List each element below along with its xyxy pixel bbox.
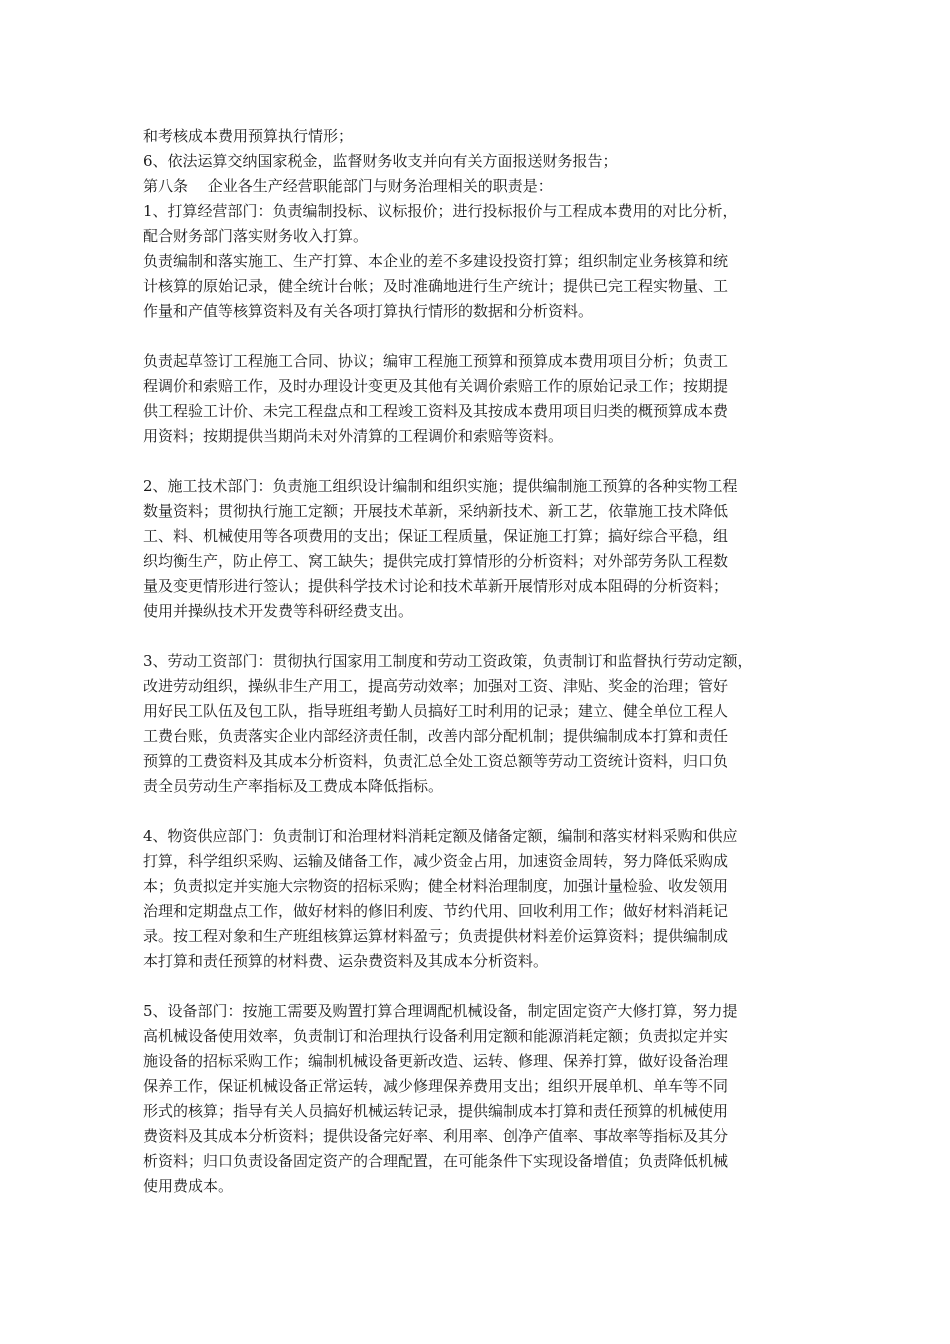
text-line: 责全员劳动生产率指标及工费成本降低指标。	[143, 777, 444, 795]
text-line: 4、物资供应部门：负责制订和治理材料消耗定额及储备定额，编制和落实材料采购和供应	[143, 827, 738, 845]
text-line: 6、依法运算交纳国家税金，监督财务收支并向有关方面报送财务报告；	[143, 152, 618, 170]
text-line: 供工程验工计价、未完工程盘点和工程竣工资料及其按成本费用项目归类的概预算成本费	[143, 402, 729, 420]
paragraph-gap	[143, 449, 815, 474]
text-line: 1、打算经营部门：负责编制投标、议标报价；进行投标报价与工程成本费用的对比分析，	[143, 202, 738, 220]
text-line: 程调价和索赔工作，及时办理设计变更及其他有关调价索赔工作的原始记录工作；按期提	[143, 377, 729, 395]
text-line: 工、料、机械使用等各项费用的支出；保证工程质量，保证施工打算；搞好综合平稳，组	[143, 527, 729, 545]
text-line: 用资料；按期提供当期尚未对外清算的工程调价和索赔等资料。	[143, 427, 564, 445]
text-line: 织均衡生产，防止停工、窝工缺失；提供完成打算情形的分析资料；对外部劳务队工程数	[143, 552, 729, 570]
text-line: 2、施工技术部门：负责施工组织设计编制和组织实施；提供编制施工预算的各种实物工程	[143, 477, 738, 495]
text-line: 施设备的招标采购工作；编制机械设备更新改造、运转、修理、保养打算，做好设备治理	[143, 1052, 729, 1070]
text-line: 5、设备部门：按施工需要及购置打算合理调配机械设备，制定固定资产大修打算，努力提	[143, 1002, 738, 1020]
text-line: 高机械设备使用效率，负责制订和治理执行设备利用定额和能源消耗定额；负责拟定并实	[143, 1027, 729, 1045]
text-line: 改进劳动组织，操纵非生产用工，提高劳动效率；加强对工资、津贴、奖金的治理；管好	[143, 677, 729, 695]
text-line: 3、劳动工资部门：贯彻执行国家用工制度和劳动工资政策，负责制订和监督执行劳动定额，	[143, 652, 753, 670]
text-line: 预算的工费资料及其成本分析资料，负责汇总全处工资总额等劳动工资统计资料，归口负	[143, 752, 729, 770]
text-line: 使用费成本。	[143, 1177, 234, 1195]
text-line: 工费台账，负责落实企业内部经济责任制，改善内部分配机制；提供编制成本打算和责任	[143, 727, 729, 745]
text-line: 用好民工队伍及包工队，指导班组考勤人员搞好工时利用的记录；建立、健全单位工程人	[143, 702, 729, 720]
text-line: 费资料及其成本分析资料；提供设备完好率、利用率、创净产值率、事故率等指标及其分	[143, 1127, 729, 1145]
text-line: 本打算和责任预算的材料费、运杂费资料及其成本分析资料。	[143, 952, 549, 970]
text-line: 和考核成本费用预算执行情形；	[143, 127, 354, 145]
text-line: 形式的核算；指导有关人员搞好机械运转记录，提供编制成本打算和责任预算的机械使用	[143, 1102, 729, 1120]
text-line: 量及变更情形进行签认；提供科学技术讨论和技术革新开展情形对成本阻碍的分析资料；	[143, 577, 729, 595]
paragraph-gap	[143, 799, 815, 824]
text-line: 负责起草签订工程施工合同、协议；编审工程施工预算和预算成本费用项目分析；负责工	[143, 352, 729, 370]
text-line: 计核算的原始记录，健全统计台帐；及时准确地进行生产统计；提供已完工程实物量、工	[143, 277, 729, 295]
text-line: 析资料；归口负责设备固定资产的合理配置，在可能条件下实现设备增值；负责降低机械	[143, 1152, 729, 1170]
paragraph-gap	[143, 974, 815, 999]
text-line: 配合财务部门落实财务收入打算。	[143, 227, 369, 245]
text-line	[143, 1199, 815, 1224]
text-line: 使用并操纵技术开发费等科研经费支出。	[143, 602, 414, 620]
text-line: 本；负责拟定并实施大宗物资的招标采购；健全材料治理制度，加强计量检验、收发领用	[143, 877, 729, 895]
text-line: 录。按工程对象和生产班组核算运算材料盈亏；负责提供材料差价运算资料；提供编制成	[143, 927, 729, 945]
document-page	[143, 124, 815, 1224]
paragraph-gap	[143, 624, 815, 649]
text-line: 数量资料；贯彻执行施工定额；开展技术革新，采纳新技术、新工艺，依靠施工技术降低	[143, 502, 729, 520]
text-line: 保养工作，保证机械设备正常运转，减少修理保养费用支出；组织开展单机、单车等不同	[143, 1077, 729, 1095]
paragraph-gap	[143, 324, 815, 349]
text-line: 打算，科学组织采购、运输及储备工作，减少资金占用，加速资金周转，努力降低采购成	[143, 852, 729, 870]
text-line: 负责编制和落实施工、生产打算、本企业的差不多建设投资打算；组织制定业务核算和统	[143, 252, 729, 270]
article-heading: 第八条 企业各生产经营职能部门与财务治理相关的职责是：	[143, 177, 553, 195]
text-line: 作量和产值等核算资料及有关各项打算执行情形的数据和分析资料。	[143, 302, 594, 320]
text-line: 治理和定期盘点工作，做好材料的修旧利废、节约代用、回收利用工作；做好材料消耗记	[143, 902, 729, 920]
